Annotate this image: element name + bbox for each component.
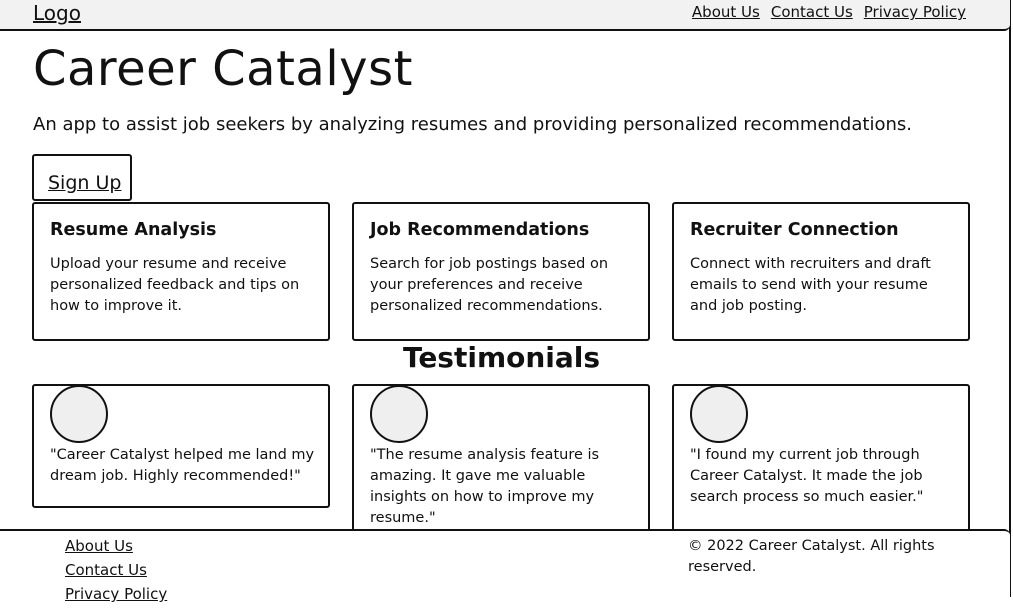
page-title: Career Catalyst	[33, 41, 413, 97]
testimonial-card	[352, 384, 650, 532]
testimonial-quote: "I found my current job through Career Catalyst. It made the job search process so much easier."	[690, 447, 924, 505]
avatar-placeholder-icon	[370, 385, 428, 443]
footer-contact-us-link[interactable]: Contact Us	[65, 561, 147, 579]
page-tagline: An app to assist job seekers by analyzing resumes and providing personalized recommendations.	[33, 114, 912, 135]
feature-title: Recruiter Connection	[690, 220, 899, 240]
footer-privacy-policy-link[interactable]: Privacy Policy	[65, 585, 168, 603]
nav-about-us-link[interactable]: About Us	[691, 3, 760, 21]
copyright-text: © 2022 Career Catalyst. All rights reserved.	[688, 538, 935, 575]
testimonials-heading: Testimonials	[402, 341, 601, 374]
page-right-border	[1009, 0, 1011, 597]
nav-privacy-policy-link[interactable]: Privacy Policy	[863, 3, 966, 21]
avatar-placeholder-icon	[50, 385, 108, 443]
avatar-placeholder-icon	[690, 385, 748, 443]
feature-description: Upload your resume and receive personalized feedback and tips on how to improve it.	[50, 256, 300, 314]
feature-title: Job Recommendations	[370, 220, 590, 240]
feature-card-job-recommendations	[352, 202, 650, 341]
testimonial-card	[672, 384, 970, 532]
feature-description: Connect with recruiters and draft emails to send with your resume and job posting.	[690, 256, 931, 314]
footer-about-us-link[interactable]: About Us	[65, 537, 133, 555]
top-nav	[692, 3, 966, 21]
footer-links	[65, 536, 167, 604]
testimonial-quote: "Career Catalyst helped me land my dream job. Highly recommended!"	[50, 447, 315, 484]
feature-description: Search for job postings based on your preferences and receive personalized recommendations.	[370, 256, 609, 314]
feature-title: Resume Analysis	[50, 220, 217, 240]
feature-card-resume-analysis	[32, 202, 330, 341]
top-header	[0, 0, 1010, 31]
testimonial-quote: "The resume analysis feature is amazing. It gave me valuable insights on how to improve my resume."	[370, 447, 600, 526]
feature-card-recruiter-connection	[672, 202, 970, 341]
page-footer	[0, 529, 1010, 611]
sign-up-button[interactable]: Sign Up	[32, 154, 132, 201]
testimonial-card	[32, 384, 330, 508]
logo-link[interactable]: Logo	[33, 1, 81, 25]
nav-contact-us-link[interactable]: Contact Us	[770, 3, 853, 21]
